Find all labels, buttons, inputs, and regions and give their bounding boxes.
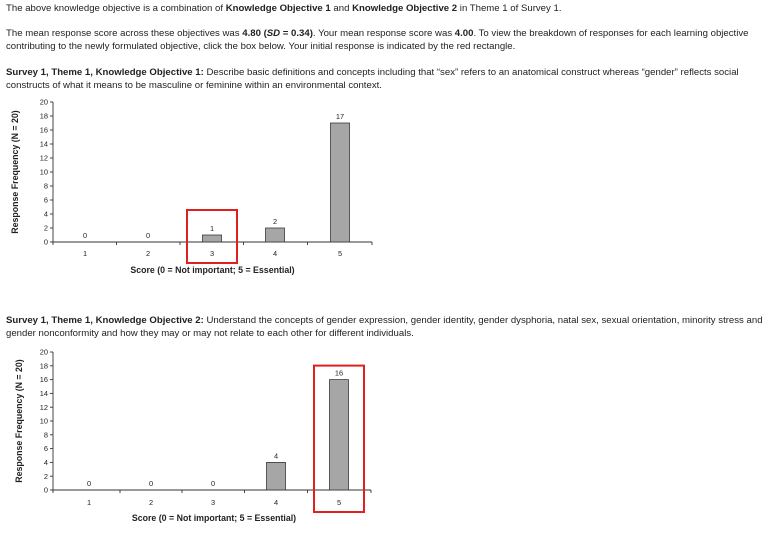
y-tick-label: 20: [39, 97, 48, 107]
data-label: 16: [334, 368, 344, 378]
x-tick-label: 5: [336, 498, 342, 507]
x-tick-label: 5: [337, 249, 343, 258]
y-tick-label: 12: [39, 153, 48, 163]
x-tick-label: 2: [148, 498, 154, 507]
x-tick-label: 4: [272, 249, 278, 258]
objective-2-chart[interactable]: [0, 345, 776, 530]
objective-1-heading: Survey 1, Theme 1, Knowledge Objective 1:: [6, 67, 204, 78]
y-tick-label: 0: [43, 485, 48, 495]
x-tick-label: 4: [273, 498, 279, 507]
data-label: 1: [209, 224, 215, 233]
y-tick-label: 12: [39, 402, 48, 412]
sd-label: SD: [266, 28, 281, 39]
x-tick-label: 1: [82, 249, 88, 258]
x-tick-label: 3: [209, 249, 215, 258]
y-tick-label: 0: [43, 237, 48, 247]
y-tick-label: 14: [39, 389, 48, 398]
x-tick-label: 2: [145, 249, 151, 258]
y-axis-title: Response Frequency (N = 20): [10, 110, 20, 234]
data-label: 0: [86, 479, 92, 488]
y-tick-label: 16: [39, 375, 48, 385]
y-tick-label: 2: [43, 223, 48, 233]
y-tick-label: 18: [39, 361, 48, 371]
summary-text: . Your mean response score was: [312, 28, 455, 39]
summary-text: The mean response score across these objectives was: [6, 28, 243, 39]
data-label: 4: [273, 451, 279, 461]
objective-1-chart[interactable]: [0, 96, 776, 281]
y-axis-title: Response Frequency (N = 20): [14, 359, 24, 483]
your-score: 4.00: [454, 28, 474, 39]
y-tick-label: 20: [39, 347, 48, 357]
bar: [331, 123, 350, 242]
objective-2-heading: Survey 1, Theme 1, Knowledge Objective 2:: [6, 315, 204, 326]
knowledge-objective-1-ref: Knowledge Objective 1: [225, 3, 331, 14]
objective-2-text: Understand the concepts of gender expression, gender identity, gender dysphoria, natal sex, sexual orientation, minority stress and gender nonconformity and how they may or may not relate to each other for different individuals.: [6, 315, 763, 339]
data-label: 17: [335, 112, 345, 121]
x-tick-label: 3: [210, 498, 216, 507]
data-label: 0: [82, 231, 88, 240]
bar: [203, 235, 222, 242]
intro-line-1: [6, 2, 770, 15]
data-label: 2: [272, 217, 278, 226]
y-tick-label: 16: [39, 125, 48, 135]
intro-text: and: [330, 3, 353, 14]
y-tick-label: 6: [43, 195, 48, 205]
y-tick-label: 8: [43, 181, 48, 191]
sd-value: = 0.34): [280, 28, 313, 39]
x-tick-label: 1: [86, 498, 92, 507]
y-tick-label: 4: [43, 209, 48, 219]
mean-score: 4.80 (: [242, 28, 267, 39]
objective-1-chart-svg: [0, 96, 776, 281]
y-tick-label: 6: [43, 444, 48, 454]
y-tick-label: 10: [39, 167, 48, 177]
y-tick-label: 2: [43, 471, 48, 481]
y-tick-label: 14: [39, 139, 48, 149]
data-label: 0: [210, 479, 216, 488]
knowledge-objective-2-ref: Knowledge Objective 2: [352, 3, 458, 14]
objective-1-text: Describe basic definitions and concepts including that “sex” refers to an anatomical construct whereas “gender” reflects social constructs of what it means to be masculine or feminine within an environmental context.: [6, 67, 739, 91]
summary-text: . To view the breakdown of responses for each learning objective contributing to the newly formulated objective, click the box below. Your initial response is indicated by the red rectangle.: [6, 28, 749, 52]
y-tick-label: 4: [43, 458, 48, 467]
bar: [267, 462, 286, 490]
bar: [330, 380, 349, 490]
y-tick-label: 10: [39, 416, 48, 426]
bar: [266, 228, 285, 242]
data-label: 0: [145, 231, 151, 240]
intro-text: in Theme 1 of Survey 1.: [457, 3, 562, 14]
y-tick-label: 8: [43, 430, 48, 440]
y-tick-label: 18: [39, 111, 48, 121]
objective-2-description: [6, 314, 770, 340]
x-axis-title: Score (0 = Not important; 5 = Essential): [131, 513, 297, 523]
x-axis-title: Score (0 = Not important; 5 = Essential): [130, 265, 295, 275]
data-label: 0: [148, 479, 154, 488]
intro-text: The above knowledge objective is a combination of: [6, 3, 226, 14]
intro-summary: [6, 27, 770, 53]
objective-2-chart-svg: [0, 345, 776, 530]
objective-1-description: [6, 66, 770, 92]
